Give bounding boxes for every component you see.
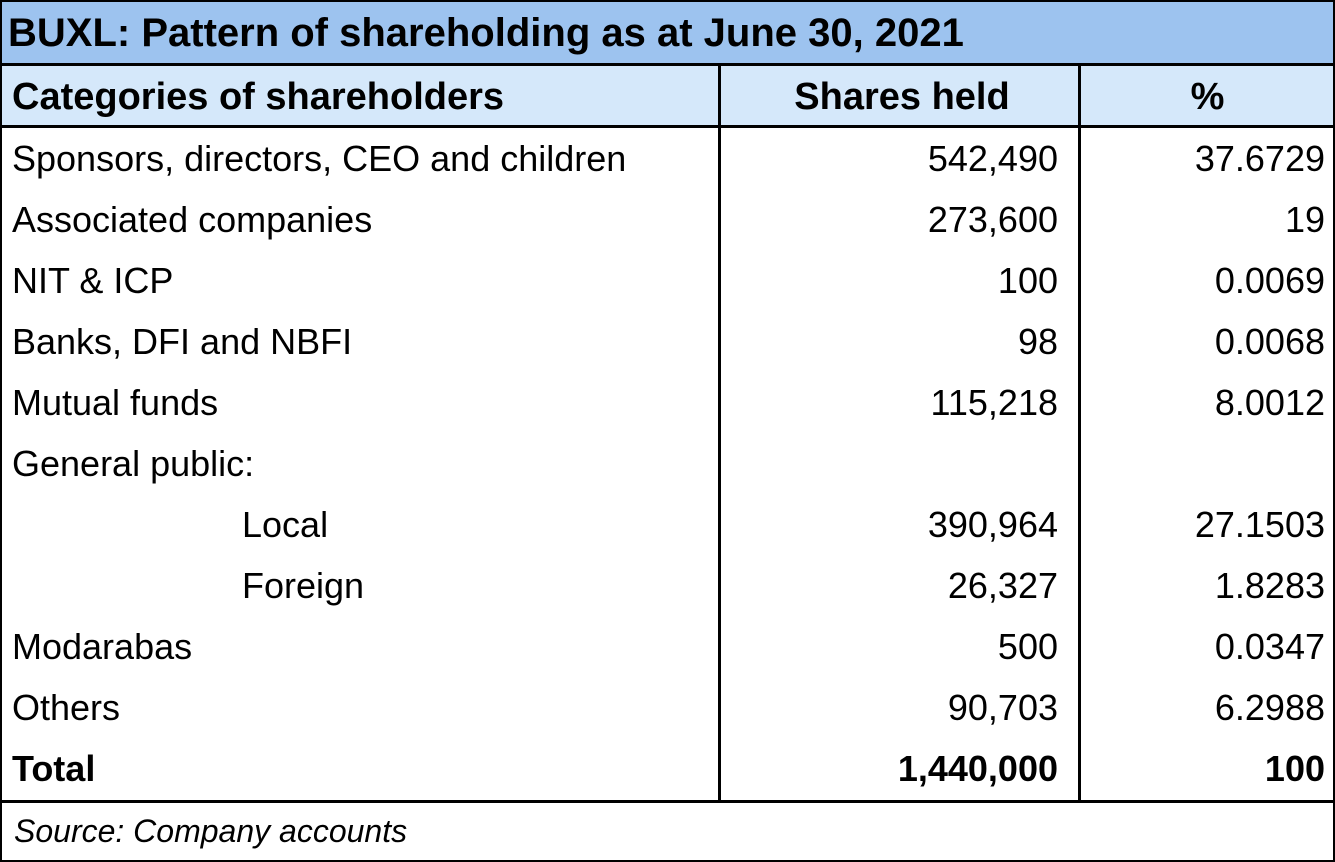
- category-cell: Banks, DFI and NBFI: [12, 321, 353, 362]
- shares-held-cell: 98: [1017, 321, 1058, 362]
- category-cell: General public:: [12, 443, 255, 484]
- category-cell: Sponsors, directors, CEO and children: [12, 138, 627, 179]
- column-divider-2: [1078, 66, 1081, 800]
- category-cell: Local: [242, 504, 329, 545]
- percent-cell: 100: [1264, 748, 1325, 789]
- percent-cell: 37.6729: [1194, 138, 1325, 179]
- percent-cell: [1082, 433, 1325, 494]
- shares-held-cell: 390,964: [927, 504, 1058, 545]
- table-row: [2, 677, 1333, 738]
- table-row: [2, 311, 1333, 372]
- table-row: [2, 616, 1333, 677]
- percent-cell: 0.0347: [1214, 626, 1325, 667]
- column-divider-1: [718, 66, 721, 800]
- percent-cell: 27.1503: [1194, 504, 1325, 545]
- table-row: [2, 433, 1333, 494]
- category-cell: Modarabas: [12, 626, 193, 667]
- shares-held-cell: 115,218: [930, 382, 1058, 423]
- percent-cell: 6.2988: [1214, 687, 1325, 728]
- percent-cell: 1.8283: [1214, 565, 1325, 606]
- shares-held-cell: 26,327: [947, 565, 1058, 606]
- total-row: [2, 738, 1333, 799]
- shares-held-cell: 1,440,000: [897, 748, 1058, 789]
- shares-held-cell: [722, 433, 1058, 494]
- category-cell: Mutual funds: [12, 382, 219, 423]
- percent-cell: 19: [1284, 199, 1325, 240]
- table-row: [2, 494, 1333, 555]
- table-row: [2, 372, 1333, 433]
- percent-cell: 8.0012: [1214, 382, 1325, 423]
- header-categories: Categories of shareholders: [12, 76, 505, 118]
- header-percent: %: [1190, 76, 1225, 118]
- table-row: [2, 555, 1333, 616]
- percent-cell: 0.0068: [1214, 321, 1325, 362]
- table-row: [2, 128, 1333, 189]
- category-cell: Others: [12, 687, 121, 728]
- shares-held-cell: 90,703: [947, 687, 1058, 728]
- shares-held-cell: 500: [997, 626, 1058, 667]
- category-cell: NIT & ICP: [12, 260, 174, 301]
- category-cell: Foreign: [242, 565, 365, 606]
- percent-cell: 0.0069: [1214, 260, 1325, 301]
- source-note: Source: Company accounts: [2, 800, 1333, 860]
- shares-held-cell: 542,490: [927, 138, 1058, 179]
- header-shares-held: Shares held: [794, 76, 1010, 118]
- table-row: [2, 250, 1333, 311]
- header-row: [2, 66, 1333, 128]
- category-cell: Associated companies: [12, 199, 373, 240]
- table-title: BUXL: Pattern of shareholding as at June 30, 2021: [2, 2, 1333, 66]
- shares-held-cell: 273,600: [927, 199, 1058, 240]
- table-row: [2, 189, 1333, 250]
- category-cell: Total: [12, 748, 96, 789]
- shares-held-cell: 100: [997, 260, 1058, 301]
